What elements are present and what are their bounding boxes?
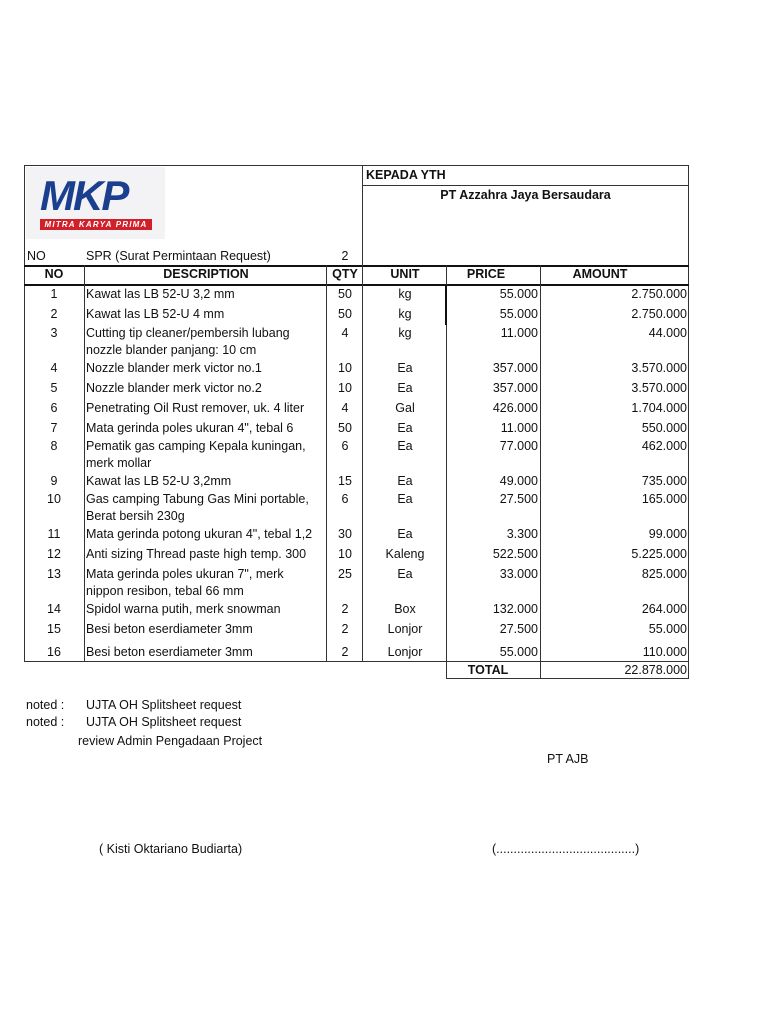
row-price: 11.000 xyxy=(500,326,538,340)
signer-right: (........................................) xyxy=(492,842,640,856)
row-qty: 30 xyxy=(338,527,352,541)
row-description: Anti sizing Thread paste high temp. 300 xyxy=(86,547,307,561)
note-label-2: noted : xyxy=(26,715,65,729)
note-label-1: noted : xyxy=(26,698,65,712)
row-amount: 110.000 xyxy=(642,645,687,659)
col-sep-2 xyxy=(326,265,327,662)
row-description: merk mollar xyxy=(86,456,152,470)
row-amount: 264.000 xyxy=(641,602,687,616)
no-label: NO xyxy=(27,249,46,263)
row-unit: kg xyxy=(398,326,412,340)
row-amount: 735.000 xyxy=(641,474,687,488)
spr-number: 2 xyxy=(341,249,349,263)
total-value: 22.878.000 xyxy=(624,663,687,677)
row-unit: Ea xyxy=(397,439,413,453)
note-text-2: UJTA OH Splitsheet request xyxy=(86,715,242,729)
col-price: PRICE xyxy=(466,267,506,281)
row-amount: 3.570.000 xyxy=(631,361,687,375)
row-unit: Ea xyxy=(397,421,413,435)
col-no: NO xyxy=(44,267,64,281)
signer-left: ( Kisti Oktariano Budiarta) xyxy=(99,842,243,856)
row-description: Kawat las LB 52-U 3,2 mm xyxy=(86,287,235,301)
logo-text: MKP xyxy=(40,172,128,219)
row-price: 357.000 xyxy=(492,381,538,395)
recipient-name: PT Azzahra Jaya Bersaudara xyxy=(440,188,611,202)
row-qty: 10 xyxy=(338,381,352,395)
row-unit: Ea xyxy=(397,361,413,375)
row-description: Kawat las LB 52-U 4 mm xyxy=(86,307,225,321)
row-no: 2 xyxy=(50,307,58,321)
row-qty: 6 xyxy=(341,492,349,506)
col-qty: QTY xyxy=(332,267,358,281)
row-unit: Ea xyxy=(397,474,413,488)
row-price: 55.000 xyxy=(499,307,538,321)
row-amount: 1.704.000 xyxy=(631,401,687,415)
row-no: 14 xyxy=(47,602,61,616)
row-price: 55.000 xyxy=(499,645,538,659)
row-amount: 3.570.000 xyxy=(631,381,687,395)
row-price: 522.500 xyxy=(492,547,538,561)
row-qty: 6 xyxy=(341,439,349,453)
col-sep-4 xyxy=(446,265,447,679)
row-no: 9 xyxy=(50,474,58,488)
note-text-1: UJTA OH Splitsheet request xyxy=(86,698,242,712)
row-no: 1 xyxy=(50,287,58,301)
row-description: Besi beton eserdiameter 3mm xyxy=(86,622,253,636)
row-price: 132.000 xyxy=(492,602,538,616)
row-unit: Ea xyxy=(397,567,413,581)
row-description: nozzle blander panjang: 10 cm xyxy=(86,343,257,357)
row-no: 5 xyxy=(50,381,58,395)
row-price: 33.000 xyxy=(499,567,538,581)
row-amount: 462.000 xyxy=(641,439,687,453)
row-price: 27.500 xyxy=(499,492,538,506)
col-sep-5 xyxy=(540,265,541,679)
row-description: Mata gerinda poles ukuran 7", merk xyxy=(86,567,284,581)
row-no: 4 xyxy=(50,361,58,375)
row-unit: Ea xyxy=(397,492,413,506)
row-description: Kawat las LB 52-U 3,2mm xyxy=(86,474,232,488)
row-qty: 10 xyxy=(338,361,352,375)
row-amount: 5.225.000 xyxy=(631,547,687,561)
total-label: TOTAL xyxy=(467,663,509,677)
row-no: 8 xyxy=(50,439,58,453)
row-amount: 2.750.000 xyxy=(631,307,687,321)
row-description: Gas camping Tabung Gas Mini portable, xyxy=(86,492,309,506)
row-qty: 2 xyxy=(341,602,349,616)
row-amount: 2.750.000 xyxy=(631,287,687,301)
row-amount: 44.000 xyxy=(648,326,687,340)
company-sign: PT AJB xyxy=(547,752,589,766)
row-qty: 4 xyxy=(341,401,349,415)
row-unit: Box xyxy=(394,602,416,616)
col-amount: AMOUNT xyxy=(572,267,628,281)
row-description: Berat bersih 230g xyxy=(86,509,185,523)
row-price: 426.000 xyxy=(492,401,538,415)
col-description: DESCRIPTION xyxy=(163,267,249,281)
row-qty: 50 xyxy=(338,307,352,321)
row-description: Cutting tip cleaner/pembersih lubang xyxy=(86,326,290,340)
row-unit: Lonjor xyxy=(387,645,423,659)
row-price: 77.000 xyxy=(499,439,538,453)
row-unit: Ea xyxy=(397,381,413,395)
row-amount: 99.000 xyxy=(648,527,687,541)
row-price: 27.500 xyxy=(499,622,538,636)
row-qty: 25 xyxy=(338,567,352,581)
row-no: 15 xyxy=(47,622,61,636)
row-qty: 4 xyxy=(341,326,349,340)
row-description: Nozzle blander merk victor no.1 xyxy=(86,361,262,375)
row-qty: 50 xyxy=(338,287,352,301)
company-logo xyxy=(26,167,165,239)
row-price: 357.000 xyxy=(492,361,538,375)
row-no: 11 xyxy=(47,527,61,541)
row-qty: 10 xyxy=(338,547,352,561)
frame-right-line xyxy=(688,165,689,679)
row-price: 49.000 xyxy=(499,474,538,488)
col-sep-3 xyxy=(362,265,363,662)
row-amount: 165.000 xyxy=(641,492,687,506)
row-description: Pematik gas camping Kepala kuningan, xyxy=(86,439,306,453)
row-no: 13 xyxy=(47,567,61,581)
row-qty: 50 xyxy=(338,421,352,435)
row-no: 6 xyxy=(50,401,58,415)
row-no: 12 xyxy=(47,547,61,561)
row-price: 55.000 xyxy=(499,287,538,301)
row-no: 7 xyxy=(50,421,58,435)
logo-subtitle: MITRA KARYA PRIMA xyxy=(40,219,152,230)
row-description: Mata gerinda poles ukuran 4", tebal 6 xyxy=(86,421,294,435)
header-divider-line xyxy=(362,165,363,265)
row-description: Besi beton eserdiameter 3mm xyxy=(86,645,253,659)
row-description: Spidol warna putih, merk snowman xyxy=(86,602,281,616)
row-no: 10 xyxy=(47,492,61,506)
row-qty: 2 xyxy=(341,645,349,659)
row-description: Mata gerinda potong ukuran 4", tebal 1,2 xyxy=(86,527,313,541)
row-unit: Ea xyxy=(397,527,413,541)
row-no: 16 xyxy=(47,645,61,659)
row-unit: Kaleng xyxy=(385,547,425,561)
kepada-label: KEPADA YTH xyxy=(366,168,446,182)
row-amount: 550.000 xyxy=(641,421,687,435)
row-amount: 825.000 xyxy=(641,567,687,581)
row-qty: 15 xyxy=(338,474,352,488)
col-unit: UNIT xyxy=(390,267,420,281)
row-amount: 55.000 xyxy=(648,622,687,636)
row-qty: 2 xyxy=(341,622,349,636)
row-unit: kg xyxy=(398,307,412,321)
review-text: review Admin Pengadaan Project xyxy=(78,734,263,748)
row-unit: Lonjor xyxy=(387,622,423,636)
kepada-underline xyxy=(362,185,689,186)
row-unit: Gal xyxy=(395,401,415,415)
row-description: Penetrating Oil Rust remover, uk. 4 liter xyxy=(86,401,305,415)
row-no: 3 xyxy=(50,326,58,340)
row-price: 11.000 xyxy=(500,421,538,435)
col-sep-1 xyxy=(84,265,85,662)
frame-top-line xyxy=(24,165,689,166)
spr-label: SPR (Surat Permintaan Request) xyxy=(86,249,271,263)
row-unit: kg xyxy=(398,287,412,301)
row-description: Nozzle blander merk victor no.2 xyxy=(86,381,262,395)
row-description: nippon resibon, tebal 66 mm xyxy=(86,584,244,598)
row-price: 3.300 xyxy=(506,527,538,541)
